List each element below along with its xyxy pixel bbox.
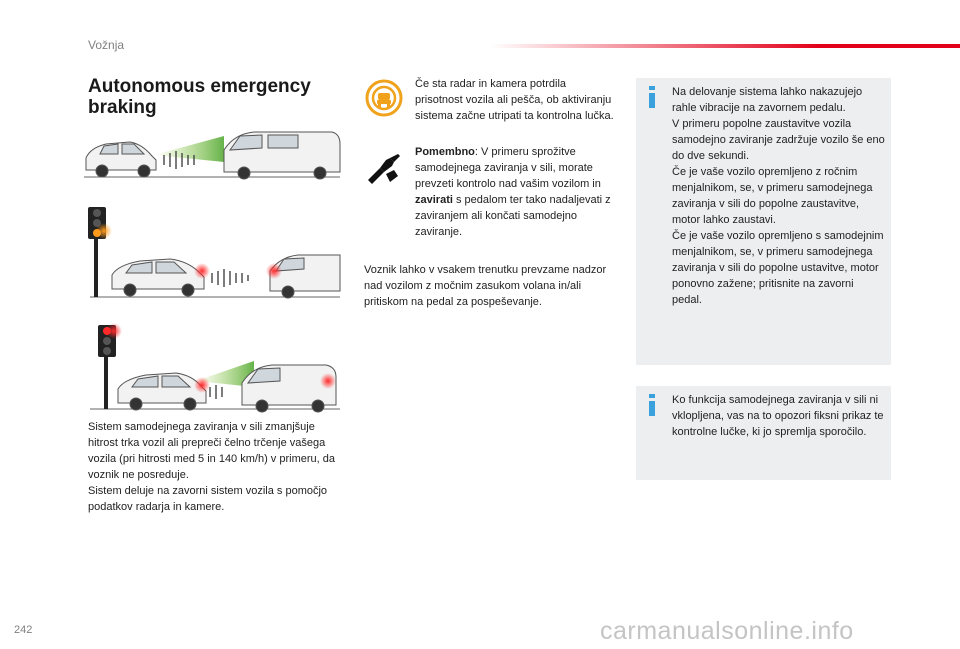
important-text-part: s pedalom ter tako nadaljevati z zaviranjem ali končati samodejno zaviranje.: [415, 194, 611, 238]
van-silhouette: [266, 255, 340, 298]
watermark: carmanualsonline.info: [600, 617, 854, 645]
van-silhouette: [224, 132, 340, 179]
sound-waves: [212, 269, 248, 287]
info-line: Na delovanje sistema lahko nakazujejo rahle vibracije na zavornem pedalu.: [672, 86, 863, 114]
alert-text: Če sta radar in kamera potrdila prisotnost vozila ali pešča, ob aktiviranju sistema začne utripati ta kontrolna lučka.: [415, 78, 614, 122]
info-icon: [648, 86, 656, 108]
page-number: 242: [14, 624, 33, 636]
info-line: V primeru popolne zaustavitve vozila samodejno zaviranje zadržuje vozilo še eno do dve sekundi.: [672, 118, 885, 162]
illustration-car-approaching-van: [84, 122, 344, 184]
info-box-vibrations: [636, 78, 891, 365]
important-text-part: : V primeru sprožitve samodejnega zaviranja v sili, morate prevzeti kontrolo nad vašim vozilom in: [415, 146, 601, 190]
system-description: [88, 419, 338, 515]
important-label: Pomembno: [415, 146, 475, 158]
alert-block: [415, 76, 615, 124]
van-silhouette: [242, 365, 336, 412]
car-silhouette: [112, 259, 210, 296]
header-accent-bar: [490, 44, 960, 48]
hand-tool-icon: [364, 150, 404, 190]
driver-override-text: Voznik lahko v vsakem trenutku prevzame nadzor nad vozilom z močnim zasukom volana in/ali pritiskom na pedal za pospeševanje.: [364, 264, 607, 308]
info-icon: [648, 394, 656, 416]
info-line: Če je vaše vozilo opremljeno s samodejnim menjalnikom, se, v primeru samodejnega zaviranja v sili do popolne ustavitve, motor ponovno zažene; pritisnite na zavorni pedal.: [672, 230, 884, 306]
important-bold: zavirati: [415, 194, 453, 206]
braking-warning-lamp-icon: [364, 78, 404, 118]
illustration-emergency-stop: [84, 323, 344, 413]
important-block: [415, 144, 615, 240]
important-text: [415, 144, 615, 240]
info-box-text: [672, 84, 886, 308]
traffic-light: [88, 207, 112, 297]
page-title: Autonomous emergency braking: [88, 76, 311, 118]
section-header: Vožnja: [88, 38, 125, 52]
car-silhouette: [118, 373, 210, 410]
illustration-traffic-light-braking: [84, 205, 344, 300]
info-box-text: Ko funkcija samodejnega zaviranja v sili ni vklopljena, vas na to opozori fiksni prikaz te kontrolne lučke, ki jo spremlja sporočilo.: [672, 394, 884, 438]
description-paragraph: Sistem deluje na zavorni sistem vozila s pomočjo podatkov radarja in kamere.: [88, 485, 328, 513]
description-paragraph: Sistem samodejnega zaviranja v sili zmanjšuje hitrost trka vozil ali prepreči čelno trčenje vašega vozila (pri hitrosti med 5 in 140 km/h) v primeru, da voznik ne posreduje.: [88, 421, 335, 481]
info-box-disabled: [636, 386, 891, 480]
info-line: Če je vaše vozilo opremljeno z ročnim menjalnikom, se, v primeru samodejnega zaviranja v sili do popolne zaustavitve, motor lahko zaustavi.: [672, 166, 873, 226]
car-silhouette: [86, 142, 156, 177]
sound-waves: [210, 385, 222, 399]
